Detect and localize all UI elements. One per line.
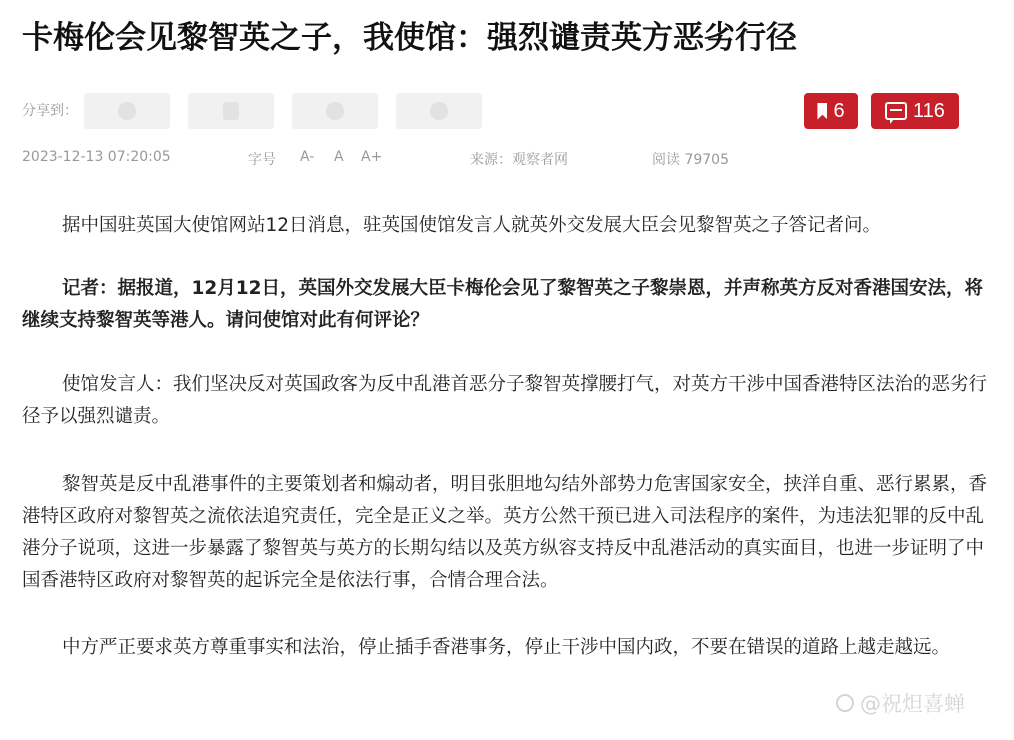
weibo-icon <box>430 102 448 120</box>
comment-button[interactable] <box>871 93 959 129</box>
document-icon <box>223 102 239 120</box>
font-normal-button[interactable]: A <box>334 149 344 165</box>
bookmark-button[interactable] <box>804 93 858 129</box>
view-count: 阅读 79705 <box>652 152 729 168</box>
font-size-label: 字号 <box>248 152 276 168</box>
article-source: 来源：观察者网 <box>470 152 568 168</box>
article-paragraph: 据中国驻英国大使馆网站12日消息，驻英国使馆发言人就英外交发展大臣会见黎智英之子答记者问。 <box>62 215 882 236</box>
watermark-logo-icon <box>836 694 854 712</box>
article-paragraph: 中方严正要求英方尊重事实和法治，停止插手香港事务，停止干涉中国内政，不要在错误的道路上越走越远。 <box>62 637 951 658</box>
comment-count: 116 <box>913 99 945 122</box>
font-larger-button[interactable]: A+ <box>361 149 383 165</box>
share-document-button[interactable] <box>188 93 274 129</box>
article-paragraph-answer: 使馆发言人：我们坚决反对英国政客为反中乱港首恶分子黎智英撑腰打气，对英方干涉中国香港特区法治的恶劣行径予以强烈谴责。 <box>22 374 988 427</box>
wechat-icon <box>118 102 136 120</box>
bookmark-icon <box>817 103 827 120</box>
watermark <box>836 688 965 718</box>
share-label: 分享到： <box>22 103 78 119</box>
publish-datetime: 2023-12-13 07:20:05 <box>22 149 171 165</box>
qq-icon <box>326 102 344 120</box>
share-weibo-button[interactable] <box>396 93 482 129</box>
article-title: 卡梅伦会见黎智英之子，我使馆：强烈谴责英方恶劣行径 <box>22 20 797 56</box>
share-wechat-button[interactable] <box>84 93 170 129</box>
bookmark-count: 6 <box>833 99 845 122</box>
article-paragraph: 黎智英是反中乱港事件的主要策划者和煽动者，明目张胆地勾结外部势力危害国家安全，挟洋自重、恶行累累，香港特区政府对黎智英之流依法追究责任，完全是正义之举。英方公然干预已进入司法程序的案件，为违法犯罪的反中乱港分子说项，这进一步暴露了黎智英与英方的长期勾结以及英方纵容支持反中乱港活动的真实面目，也进一步证明了中国香港特区政府对黎智英的起诉完全是依法行事，合情合理合法。 <box>22 474 988 591</box>
watermark-text: @祝炟喜蝉 <box>860 692 965 716</box>
comment-icon <box>885 102 907 120</box>
article-paragraph-question: 记者：据报道，12月12日，英国外交发展大臣卡梅伦会见了黎智英之子黎崇恩，并声称英方反对香港国安法，将继续支持黎智英等港人。请问使馆对此有何评论？ <box>22 278 983 331</box>
font-smaller-button[interactable]: A- <box>300 149 315 165</box>
share-qq-button[interactable] <box>292 93 378 129</box>
